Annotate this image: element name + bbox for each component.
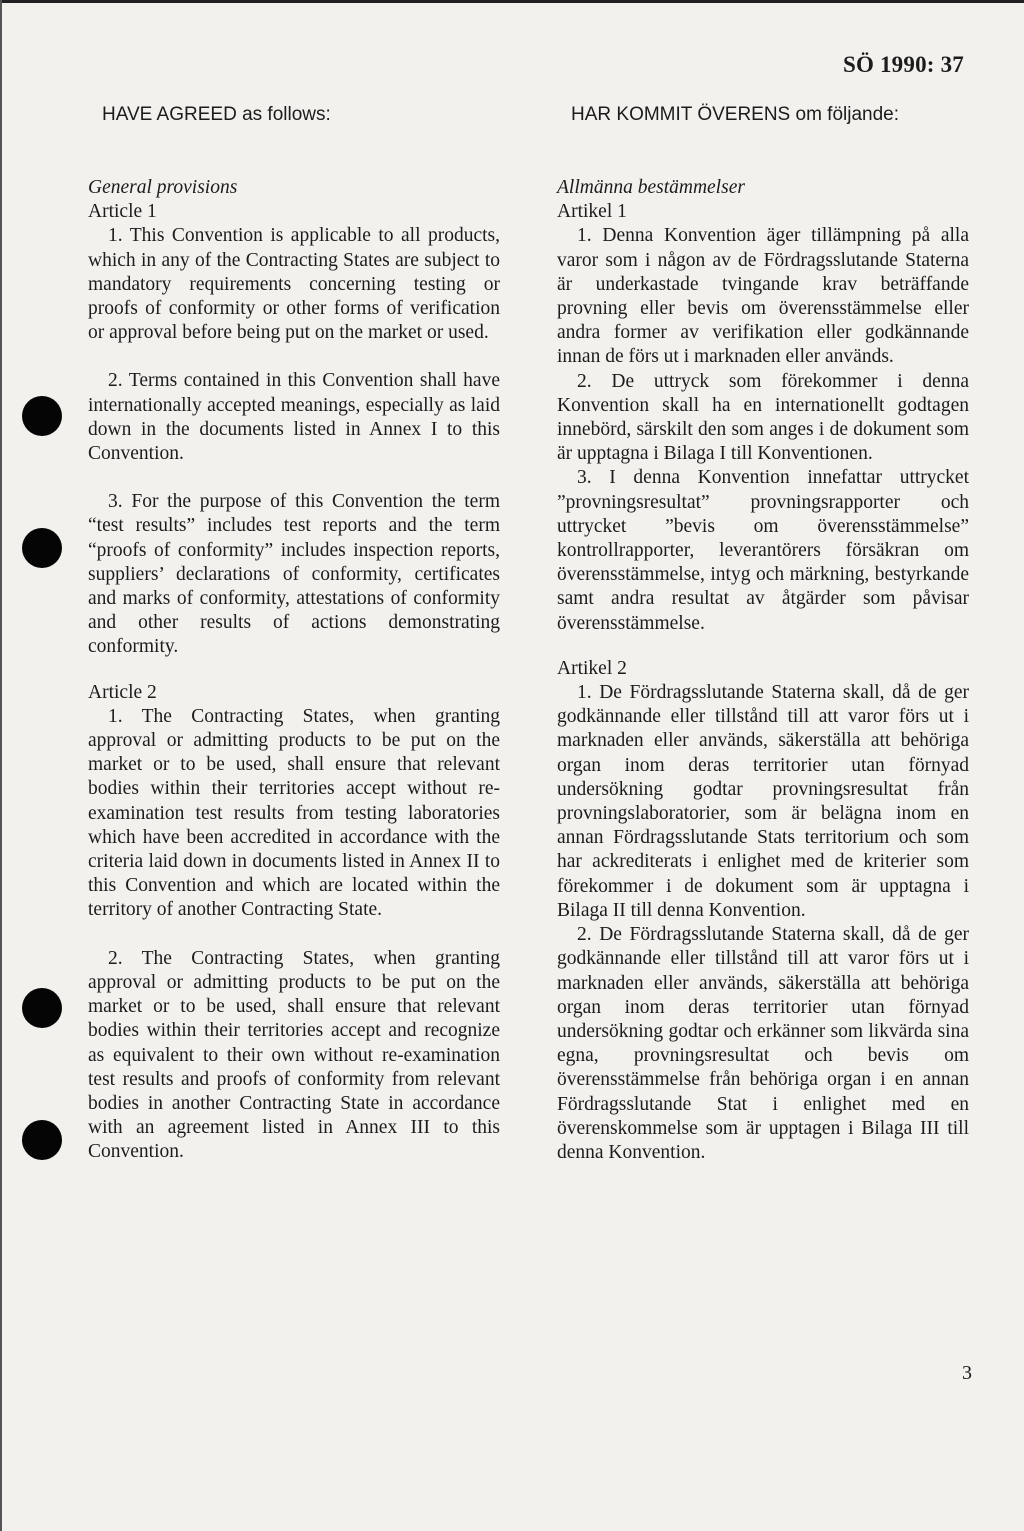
punch-hole (22, 528, 62, 568)
page-number: 3 (962, 1362, 972, 1384)
english-section-title: General provisions (88, 177, 238, 198)
swedish-article-2-paragraph-2: 2. De Fördragsslutande Staterna skall, då de ger godkännande eller tillstånd till att varor förs ut i marknaden eller används, säkerställa att behöriga organ inom deras territorier utan förnyad undersökning godtar och erkänner som likvärda sina egna, provningsresultat och bevis om överensstämmelse från behöriga organ i en annan Fördragsslutande Stat i enlighet med en överenskommelse som är upptagen i Bilaga III till denna Konvention. (557, 924, 969, 1163)
left-edge-line (0, 0, 2, 1531)
english-article-1-paragraph-2: 2. Terms contained in this Convention shall have internationally accepted meanings, especially as laid down in the documents listed in Annex I to this Convention. (88, 370, 500, 465)
english-article-1-paragraph-3: 3. For the purpose of this Convention the term “test results” includes test reports and the term “proofs of conformity” includes inspection reports, suppliers’ declarations of conformity, certificates and marks of conformity, attestations of conformity and other results of actions demonstrating conformity. (88, 491, 500, 658)
swedish-section-title: Allmänna bestämmelser (557, 177, 745, 198)
swedish-article-1-title: Artikel 1 (557, 201, 627, 223)
swedish-heading: HAR KOMMIT ÖVERENS om följande: (571, 104, 900, 125)
document-reference: SÖ 1990: 37 (842, 52, 964, 77)
english-article-2-paragraph-1: 1. The Contracting States, when granting approval or admitting products to be put on the market or to be used, shall ensure that relevant bodies within their territories accept without re-examination test results from testing laboratories which have been accredited in accordance with the criteria laid down in documents listed in Annex II to this Convention and which are located within the territory of another Contracting State. (88, 705, 500, 921)
swedish-article-1-paragraph-2: 2. De uttryck som förekommer i denna Konvention skall ha en internationellt godtagen innebörd, särskilt den som anges i de dokument som är upptagna i Bilaga I till Konventionen. (557, 370, 969, 465)
swedish-article-1-paragraph-1: 1. Denna Konvention äger tillämpning på alla varor som i någon av de Fördragsslutande Staterna är underkastade tvingande krav beträffande provning eller bevis om överensstämmelse eller andra former av verifikation eller godkännande innan de förs ut i marknaden eller används. (557, 225, 969, 368)
english-article-2-title: Article 2 (88, 681, 157, 703)
swedish-article-2-title: Artikel 2 (557, 657, 627, 679)
swedish-column (557, 103, 969, 1165)
punch-hole (22, 1120, 62, 1160)
english-heading: HAVE AGREED as follows: (102, 104, 331, 125)
english-article-1-paragraph-1: 1. This Convention is applicable to all products, which in any of the Contracting States are subject to mandatory requirements concerning testing or proofs of conformity or other forms of verification or approval before being put on the market or used. (88, 225, 500, 344)
swedish-article-1-paragraph-3: 3. I denna Konvention innefattar uttrycket ”provningsresultat” provningsrapporter och uttrycket ”bevis om överensstämmelse” kontrollrapporter, leverantörers försäkran om överensstämmelse, intyg och märkning, bestyrkande samt andra resultat av åtgärder som påvisar överensstämmelse. (557, 467, 969, 634)
english-column (88, 103, 500, 1165)
punch-hole (22, 396, 62, 436)
english-article-2-paragraph-2: 2. The Contracting States, when granting approval or admitting products to be put on the market or to be used, shall ensure that relevant bodies within their territories accept and recognize as equivalent to their own without re-examination test results and proofs of conformity from relevant bodies in another Contracting State in accordance with an agreement listed in Annex III to this Convention. (88, 947, 500, 1163)
punch-hole (22, 988, 62, 1028)
swedish-article-2-paragraph-1: 1. De Fördragsslutande Staterna skall, då de ger godkännande eller tillstånd till att varor förs ut i marknaden eller används, säkerställa att behöriga organ inom deras territorier utan förnyad undersökning godtar provningsresultat från provningslaboratorier, som är belägna inom en annan Fördragsslutande Stats territorium och som har ackrediterats i enlighet med de kriterier som förekommer i de dokument som är upptagna i Bilaga II till denna Konvention. (557, 682, 969, 921)
english-article-1-title: Article 1 (88, 201, 157, 223)
top-edge-line (0, 0, 1024, 3)
